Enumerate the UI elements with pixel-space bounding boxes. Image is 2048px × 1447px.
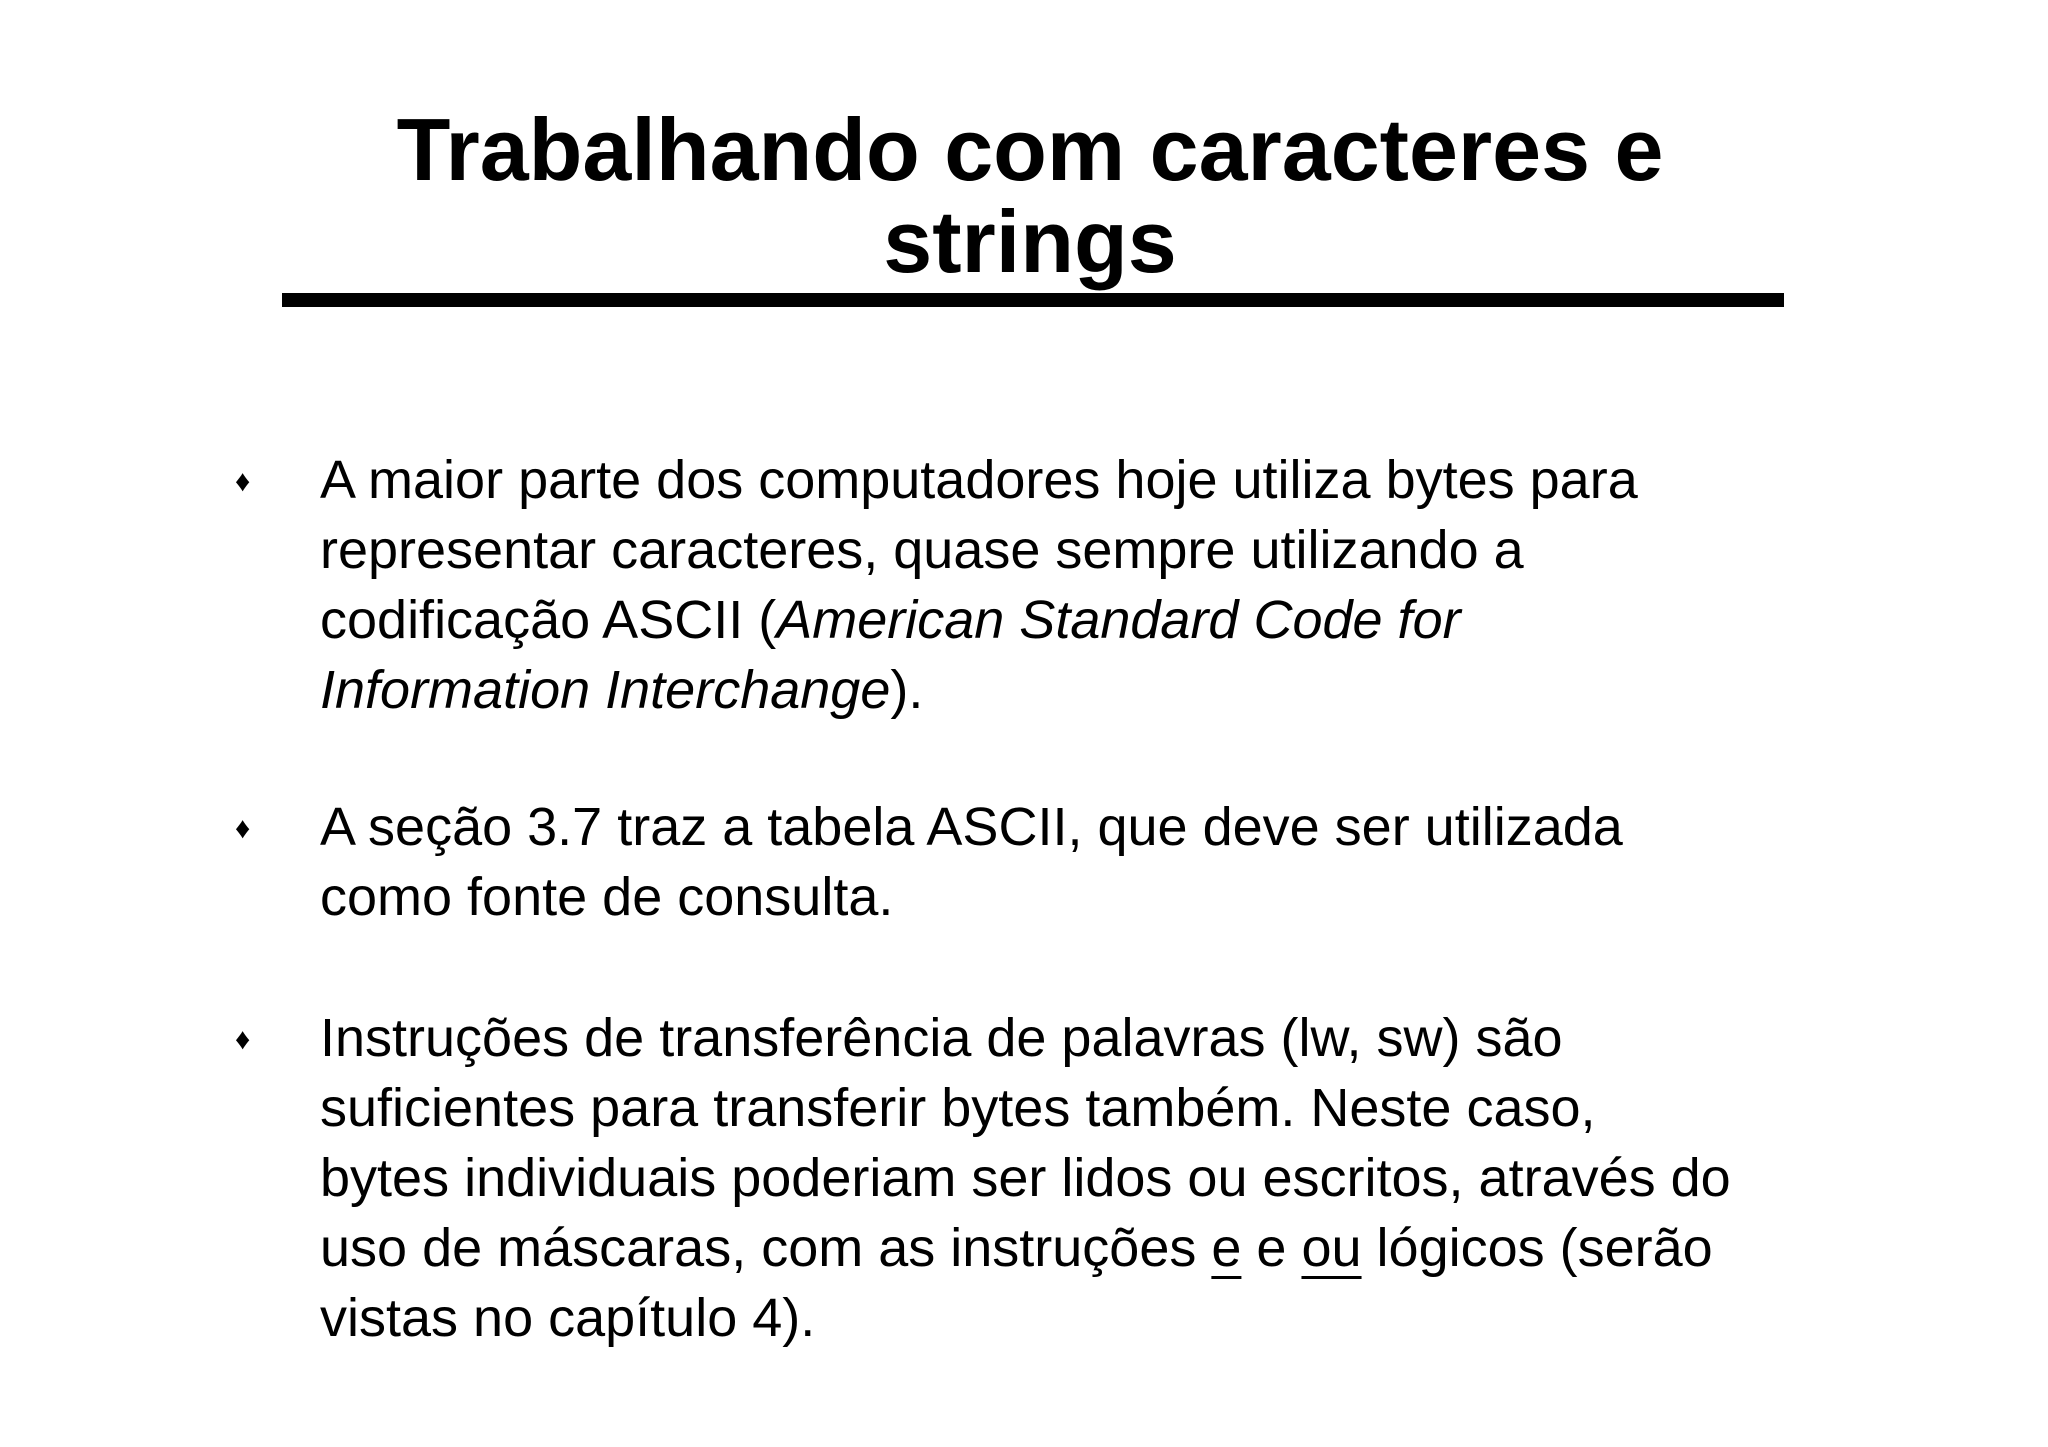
bullet-line: A maior parte dos computadores hoje utiliza bytes para — [320, 450, 1638, 510]
bullet-line-italic: American Standard Code for — [776, 590, 1461, 650]
bullet-line — [320, 1213, 1880, 1283]
bullet-line: vistas no capítulo 4). — [320, 1288, 816, 1348]
bullet-line-italic: Information Interchange — [320, 660, 891, 720]
bullet-line: bytes individuais poderiam ser lidos ou escritos, através do — [320, 1148, 1731, 1208]
bullet-text — [320, 792, 1880, 932]
bullet-line-text: e — [1241, 1218, 1302, 1278]
bullet-line: como fonte de consulta. — [320, 867, 894, 927]
bullet-line — [320, 655, 1880, 725]
bullet-line: Instruções de transferência de palavras (lw, sw) são — [320, 1008, 1563, 1068]
title-line-2: strings — [883, 192, 1177, 291]
bullet-line: suficientes para transferir bytes também. Neste caso, — [320, 1078, 1596, 1138]
bullet-line: A seção 3.7 traz a tabela ASCII, que deve ser utilizada — [320, 797, 1623, 857]
bullet-text — [320, 1003, 1880, 1353]
underlined-e: e — [1211, 1218, 1242, 1278]
bullet-line-text: codificação ASCII ( — [320, 590, 777, 650]
diamond-bullet-icon: ♦ — [235, 812, 251, 845]
bullet-text — [320, 445, 1880, 725]
underlined-ou: ou — [1301, 1218, 1362, 1278]
bullet-line — [320, 585, 1880, 655]
bullet-line-text: uso de máscaras, com as instruções — [320, 1218, 1212, 1278]
bullet-line-text: ). — [890, 660, 924, 720]
bullet-line: representar caracteres, quase sempre utilizando a — [320, 520, 1524, 580]
diamond-bullet-icon: ♦ — [235, 1023, 251, 1056]
bullet-line-text: lógicos (serão — [1361, 1218, 1713, 1278]
diamond-bullet-icon: ♦ — [235, 465, 251, 498]
title-line-1: Trabalhando com caracteres e — [396, 100, 1664, 199]
